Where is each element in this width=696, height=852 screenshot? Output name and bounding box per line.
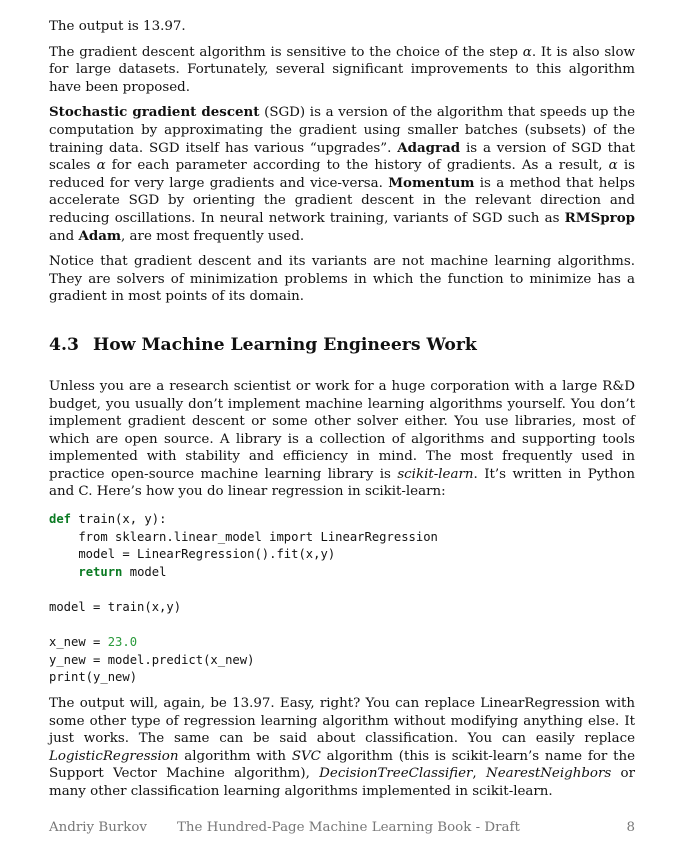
code-block: def train(x, y): from sklearn.linear_model import LinearRegression model = LinearRegression().fit(x,y) return model model = train(x,y) x_new = 23.0 y_new = model.predict(x_new) print(y_new)	[49, 512, 438, 685]
page-body	[49, 18, 635, 801]
term-scikit-learn: scikit-learn	[397, 466, 474, 482]
paragraph-gradient-sensitivity: The gradient descent algorithm is sensitive to the choice of the step α. It is also slow for large datasets. Fortunately, several significant improvements to this algorithm have been proposed.	[49, 44, 635, 95]
paragraph-output: The output is 13.97.	[49, 19, 186, 34]
section-heading	[49, 334, 635, 356]
term-sgd: Stochastic gradient descent	[49, 104, 260, 121]
paragraph-solvers-note: Notice that gradient descent and its variants are not machine learning algorithms. They are solvers of minimization problems in which the function to minimize has a gradient in most points of its domain.	[49, 254, 635, 305]
term-adam: Adam	[78, 227, 122, 244]
paragraph-easy-replacement: The output will, again, be 13.97. Easy, right? You can replace LinearRegression with some other type of regression learning algorithm without modifying anything else. It just works. The same can be said about classification. You can easily replace LogisticRegression algorithm with SVC algorithm (this is scikit-learn’s name for the Support Vector Machine algorithm), DecisionTreeClassifier, NearestNeighbors or many other classification learning algorithms implemented in scikit-learn.	[49, 696, 636, 799]
page-number: 8	[626, 820, 635, 835]
footer-author: Andriy Burkov	[49, 820, 147, 835]
term-momentum: Momentum	[388, 174, 475, 191]
paragraph-sgd: Stochastic gradient descent (SGD) is a version of the algorithm that speeds up the computation by approximating the gradient using smaller batches (subsets) of the training data. SGD itself has various “upgrades”. Adagrad is a version of SGD that scales α for each parameter according to the history of gradients. As a result, α is reduced for very large gradients and vice-versa. Momentum is a method that helps accelerate SGD by orienting the gradient descent in the relevant direction and reducing oscillations. In neural network training, variants of SGD such as RMSprop and Adam, are most frequently used.	[49, 104, 636, 244]
term-adagrad: Adagrad	[397, 139, 461, 156]
footer-book-title: The Hundred-Page Machine Learning Book - Draft	[177, 820, 520, 835]
section-title: How Machine Learning Engineers Work	[93, 334, 477, 355]
page-footer	[49, 820, 635, 840]
term-rmsprop: RMSprop	[564, 209, 635, 226]
paragraph-libraries: Unless you are a research scientist or work for a huge corporation with a large R&D budget, you usually don’t implement machine learning algorithms yourself. You don’t implement gradient descent or some other solver either. You use libraries, most of which are open source. A library is a collection of algorithms and supporting tools implemented with stability and efficiency in mind. The most frequently used in practice open-source machine learning library is scikit-learn. It’s written in Python and C. Here’s how you do linear regression in scikit-learn:	[49, 378, 635, 500]
section-number: 4.3	[49, 334, 79, 355]
